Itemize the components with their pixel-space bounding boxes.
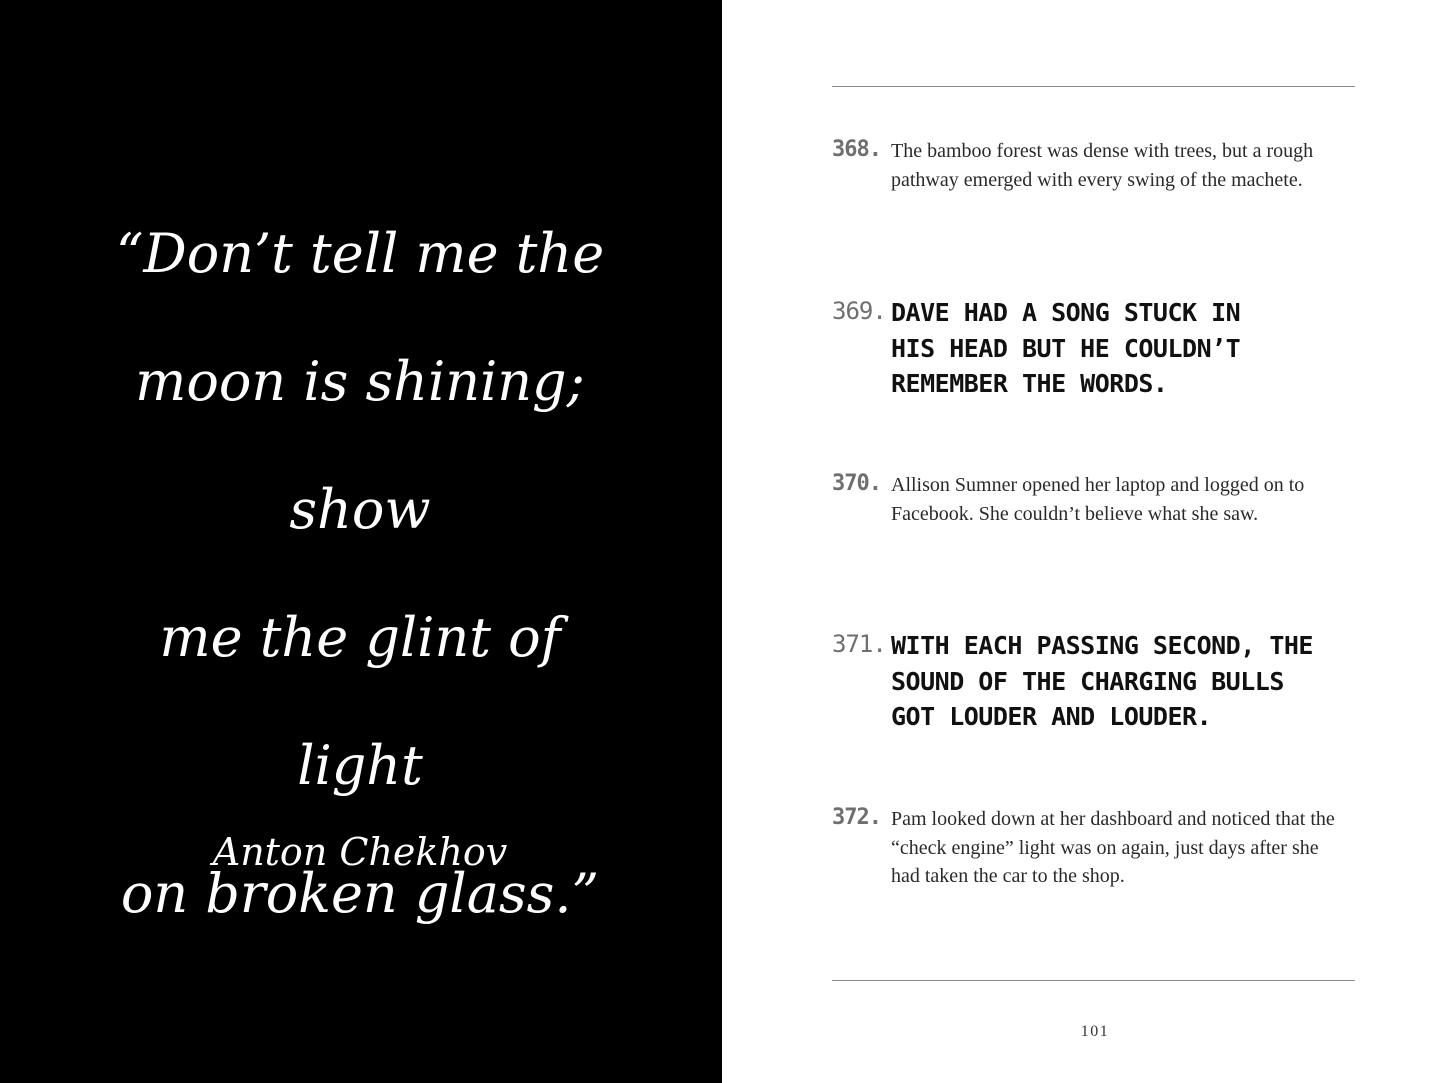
quote-line: moon is shining; show (135, 350, 585, 541)
prompt-370 (832, 471, 1352, 528)
prompt-text: The bamboo forest was dense with trees, but a rough pathway emerged with every swing of the machete. (891, 140, 1314, 191)
prompt-369 (832, 295, 1352, 402)
prompt-number: 371. (832, 630, 886, 658)
prompt-text: Allison Sumner opened her laptop and logged on to Facebook. She couldn’t believe what she saw. (891, 474, 1305, 525)
prompt-number: 372. (832, 805, 881, 830)
prompt-text: Pam looked down at her dashboard and noticed that the “check engine” light was on again, just days after she had taken the car to the shop. (891, 808, 1335, 887)
page-number: 101 (1080, 1023, 1110, 1040)
quote-line: on broken glass.” (120, 862, 600, 925)
prompt-text: WITH EACH PASSING SECOND, THE SOUND OF THE CHARGING BULLS GOT LOUDER AND LOUDER. (891, 631, 1313, 731)
prompt-number: 370. (832, 471, 881, 496)
quote-line: me the glint of light (159, 606, 561, 797)
left-page-quote (0, 0, 722, 1083)
bottom-divider (832, 980, 1355, 981)
prompt-372 (832, 805, 1352, 891)
prompt-368 (832, 137, 1352, 194)
prompt-text: DAVE HAD A SONG STUCK IN HIS HEAD BUT HE COULDN’T REMEMBER THE WORDS. (891, 298, 1241, 398)
prompt-371 (832, 628, 1352, 735)
quote-line: “Don’t tell me the (115, 222, 605, 285)
top-divider (832, 86, 1355, 87)
prompt-number: 369. (832, 297, 886, 325)
quote-author: Anton Chekhov (212, 830, 508, 874)
prompt-number: 368. (832, 137, 881, 162)
